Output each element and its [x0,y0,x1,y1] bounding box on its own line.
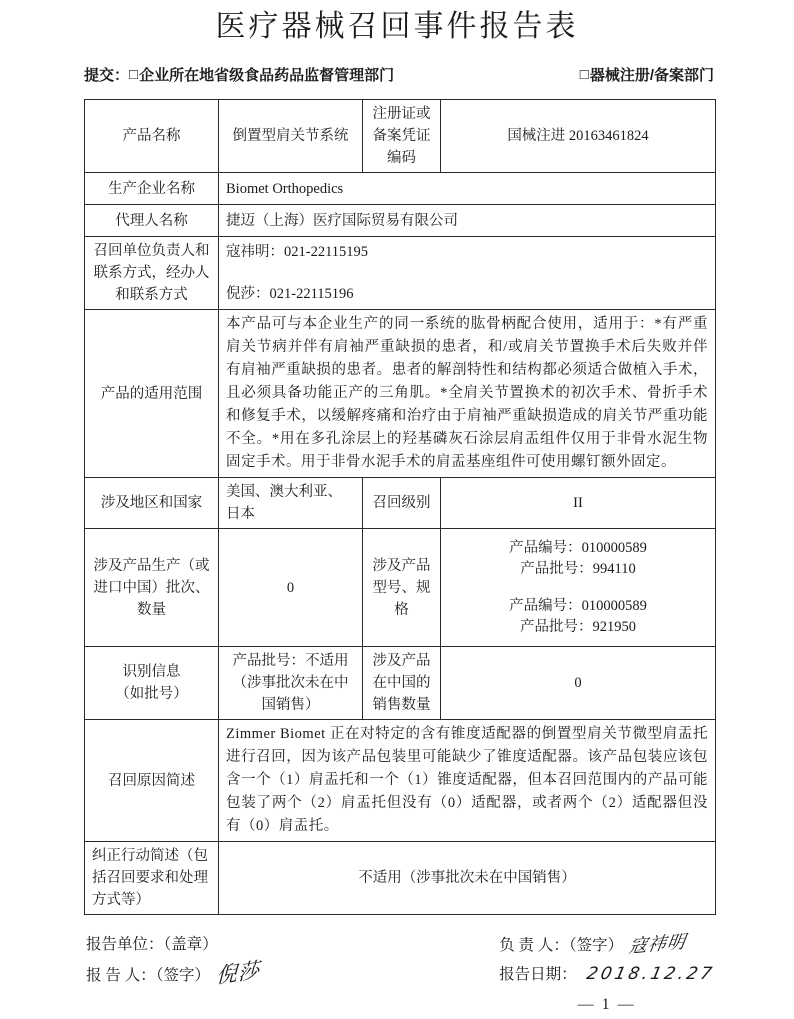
submit-option-provincial: 企业所在地省级食品药品监督管理部门 [139,67,395,84]
regions-label: 涉及地区和国家 [85,478,219,529]
page-title: 医疗器械召回事件报告表 [215,10,579,43]
reporter-label: 报 告 人：（签字） [86,967,211,984]
report-date-line [499,960,717,989]
model-lot-2: 产品批号：921950 [520,618,636,635]
responsible-signature-handwriting: 寇祎明 [627,931,688,958]
recall-reason-text: Zimmer Biomet 正在对特定的含有锥度适配器的倒置型肩关节微型肩盂托进行召回，因为该产品包装里可能缺少了锥度适配器。该产品包装应该包含一个（1）肩盂托和一个（1）锥度适配器，但本召回范围内的产品可能包装了两个（2）肩盂托但没有（0）适配器，或者两个（2）适配器但没有（0）肩盂托。 [226,726,708,834]
batches-label: 涉及产品生产（或进口中国）批次、数量 [85,529,219,647]
regions-value: 美国、澳大利亚、日本 [219,478,363,529]
scope-label: 产品的适用范围 [85,310,219,478]
contact-line-1: 寇祎明：021-22115195 [226,244,369,260]
manufacturer-label: 生产企业名称 [85,173,219,205]
china-sales-label: 涉及产品在中国的销售数量 [363,647,441,720]
batches-value: 0 [219,529,363,647]
table-row [85,205,716,237]
table-row [85,100,716,173]
table-row [85,647,716,720]
scope-text-cell [219,310,716,478]
report-unit-line [86,931,260,959]
footer-right-block [499,931,717,1019]
models-label: 涉及产品型号、规格 [363,529,441,647]
reporter-line [86,959,260,990]
checkbox-provincial-authority[interactable]: □ [129,66,139,83]
report-date-handwriting: 2018.12.27 [584,964,717,984]
manufacturer-value: Biomet Orthopedics [219,173,716,205]
report-unit-label: 报告单位：（盖章） [86,936,218,953]
table-row [85,478,716,529]
id-info-label-cell [85,647,219,720]
table-row [85,310,716,478]
scope-text: 本产品可与本企业生产的同一系统的肱骨柄配合使用，适用于：*有严重肩关节病并伴有肩袖严重缺损的患者，和/或肩关节置换手术后失败并伴有肩袖严重缺损的患者。患者的解剖特性和结构都必须适合做植入手术，且必须具备功能正产的三角肌。*全肩关节置换术的初次手术、骨折手术和修复手术，以缓解疼痛和治疗由于肩袖严重缺损造成的肩关节严重功能不全。*用在多孔涂层上的羟基磷灰石涂层肩盂组件仅用于非骨水泥生物固定手术。用于非骨水泥手术的肩盂基座组件可使用螺钉额外固定。 [226,316,708,470]
responsible-label: 负 责 人：（签字） [499,937,624,954]
checkbox-registration-dept[interactable]: □ [579,66,589,83]
footer-left-block [86,931,260,1019]
table-row [85,529,716,647]
reg-cert-label: 注册证或备案凭证编码 [363,100,441,173]
report-date-label: 报告日期： [499,966,577,983]
responsible-line [499,931,714,960]
recall-level-label: 召回级别 [363,478,441,529]
id-info-label-line1: 识别信息 [122,664,181,680]
submit-option-registration: 器械注册/备案部门 [589,67,714,84]
table-row [85,842,716,915]
id-info-value: 产品批号：不适用（涉事批次未在中国销售） [219,647,363,720]
product-name-value: 倒置型肩关节系统 [219,100,363,173]
agent-label: 代理人名称 [85,205,219,237]
corrective-label: 纠正行动简述（包括召回要求和处理方式等） [85,842,219,915]
submit-label: 提交： [84,67,130,84]
agent-value: 捷迈（上海）医疗国际贸易有限公司 [219,205,716,237]
recall-report-table [84,99,716,915]
corrective-value: 不适用（涉事批次未在中国销售） [219,842,716,915]
product-name-label: 产品名称 [85,100,219,173]
table-row [85,720,716,842]
recall-reason-label: 召回原因简述 [85,720,219,842]
recall-level-value: II [441,478,716,529]
contact-line-2: 倪莎：021-22115196 [226,286,354,302]
submit-right-group [580,64,714,85]
table-row [85,173,716,205]
model-code-2: 产品编号：010000589 [509,597,647,614]
recall-report-page [0,6,794,1013]
id-info-label-line2: （如批号） [115,686,188,702]
submit-line [84,64,714,85]
model-lot-1: 产品批号：994110 [520,560,636,577]
models-value-cell [441,529,716,647]
reg-cert-number: 国械注进 20163461824 [441,100,716,173]
model-code-1: 产品编号：010000589 [509,539,647,556]
contact-label: 召回单位负责人和联系方式，经办人和联系方式 [85,237,219,310]
reporter-signature-handwriting: 倪莎 [215,957,261,989]
recall-reason-cell [219,720,716,842]
footer [86,931,717,1019]
table-row [85,237,716,310]
submit-left-group [84,64,394,85]
page-number: — 1 — [577,996,636,1013]
china-sales-value: 0 [441,647,716,720]
contact-value-cell [219,237,716,310]
